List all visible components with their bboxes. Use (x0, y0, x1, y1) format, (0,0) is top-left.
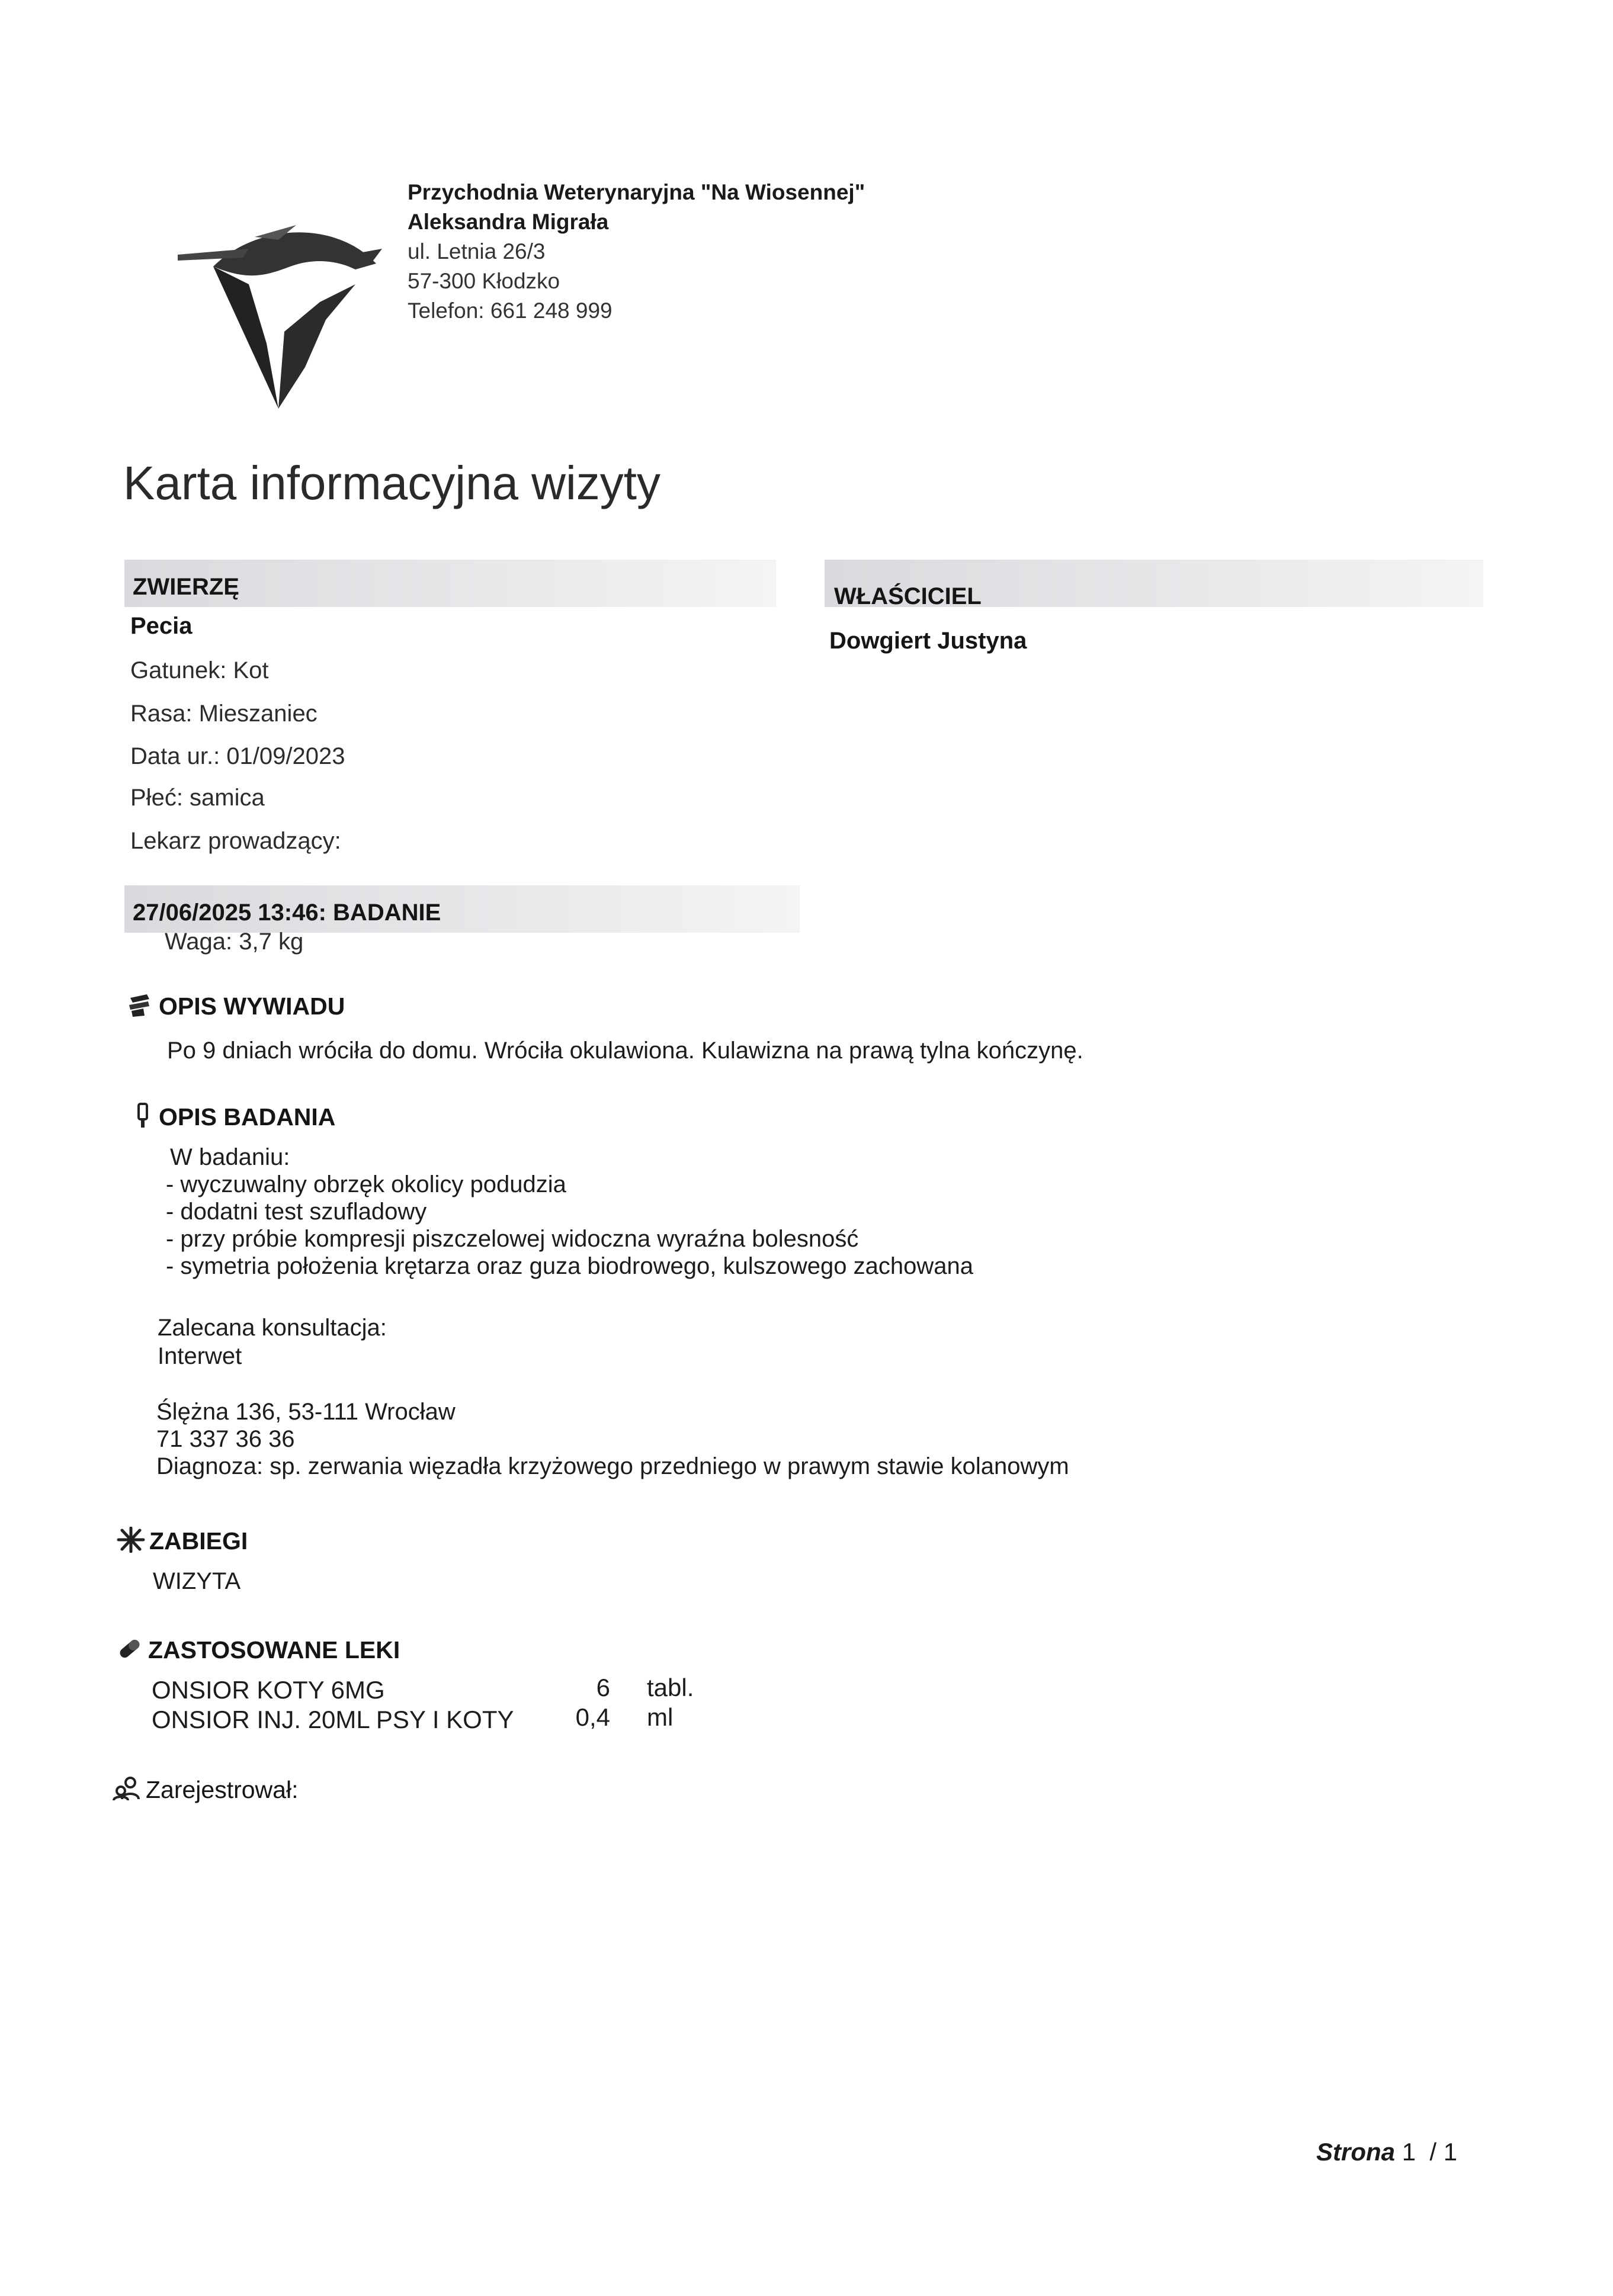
user-group-icon (113, 1775, 142, 1802)
exam-line: - symetria położenia krętarza oraz guza biodrowego, kulszowego zachowana (166, 1253, 973, 1279)
weight: Waga: 3,7 kg (165, 929, 304, 955)
animal-name: Pecia (130, 613, 193, 639)
pill-icon (115, 1636, 145, 1662)
exam-header (132, 1103, 335, 1131)
procedures-header (116, 1527, 248, 1555)
animal-species: Gatunek: Kot (130, 657, 269, 683)
page-total: 1 (1443, 2138, 1458, 2166)
medication-unit: ml (647, 1703, 674, 1731)
clinic-phone: Telefon: 661 248 999 (408, 298, 613, 323)
procedure-item: WIZYTA (153, 1568, 241, 1594)
clinic-street: ul. Letnia 26/3 (408, 239, 546, 264)
exam-line: - dodatni test szufladowy (166, 1199, 427, 1225)
consult-label: Zalecana konsultacja: (158, 1315, 387, 1341)
exam-header-label: OPIS BADANIA (159, 1103, 336, 1131)
procedures-icon (116, 1527, 146, 1553)
interview-text: Po 9 dniach wróciła do domu. Wróciła okulawiona. Kulawizna na prawą tylna kończynę. (167, 1038, 1083, 1064)
animal-section-header (124, 560, 776, 607)
page-label: Strona (1316, 2138, 1396, 2166)
interview-header-label: OPIS WYWIADU (159, 993, 345, 1020)
medications-header (115, 1636, 400, 1664)
registered-label: Zarejestrował: (146, 1776, 299, 1803)
interview-header (126, 992, 345, 1020)
document-title: Karta informacyjna wizyty (123, 457, 660, 509)
exam-line: W badaniu: (170, 1144, 290, 1170)
consult-phone: 71 337 36 36 (156, 1426, 295, 1452)
interview-icon (126, 992, 155, 1018)
animal-header-label: ZWIERZĘ (133, 574, 239, 600)
clinic-city: 57-300 Kłodzko (408, 269, 560, 293)
medication-name: ONSIOR INJ. 20ML PSY I KOTY (152, 1706, 514, 1733)
animal-breed: Rasa: Mieszaniec (130, 701, 318, 727)
page-separator: / (1429, 2138, 1437, 2166)
clinic-logo (178, 213, 397, 409)
animal-birthdate: Data ur.: 01/09/2023 (130, 743, 345, 769)
clinic-name: Przychodnia Weterynaryjna "Na Wiosennej" (408, 180, 865, 204)
medications-header-label: ZASTOSOWANE LEKI (148, 1636, 400, 1664)
medication-qty: 0,4 (575, 1703, 610, 1731)
exam-line: - wyczuwalny obrzęk okolicy podudzia (166, 1171, 566, 1197)
consult-place: Interwet (158, 1343, 242, 1369)
animal-sex: Płeć: samica (130, 785, 265, 811)
medication-qty: 6 (596, 1674, 610, 1701)
consult-address: Ślężna 136, 53-111 Wrocław (156, 1399, 456, 1425)
exam-line: - przy próbie kompresji piszczelowej widoczna wyraźna bolesność (166, 1226, 859, 1252)
visit-header (124, 885, 800, 933)
diagnosis: Diagnoza: sp. zerwania więzadła krzyżowego przedniego w prawym stawie kolanowym (156, 1453, 1069, 1479)
medication-unit: tabl. (647, 1674, 694, 1701)
procedures-header-label: ZABIEGI (149, 1527, 248, 1555)
owner-name: Dowgiert Justyna (829, 628, 1027, 654)
owner-header-label: WŁAŚCICIEL (834, 583, 982, 609)
page-current: 1 (1402, 2138, 1416, 2166)
exam-icon (132, 1103, 155, 1129)
clinic-owner: Aleksandra Migrała (408, 210, 609, 234)
visit-header-label: 27/06/2025 13:46: BADANIE (133, 900, 441, 926)
registered-by (113, 1775, 298, 1804)
owner-section-header (825, 560, 1483, 607)
clinic-info (408, 178, 865, 326)
attending-vet: Lekarz prowadzący: (130, 828, 341, 854)
page-number (1316, 2138, 1457, 2166)
medication-name: ONSIOR KOTY 6MG (152, 1676, 385, 1704)
